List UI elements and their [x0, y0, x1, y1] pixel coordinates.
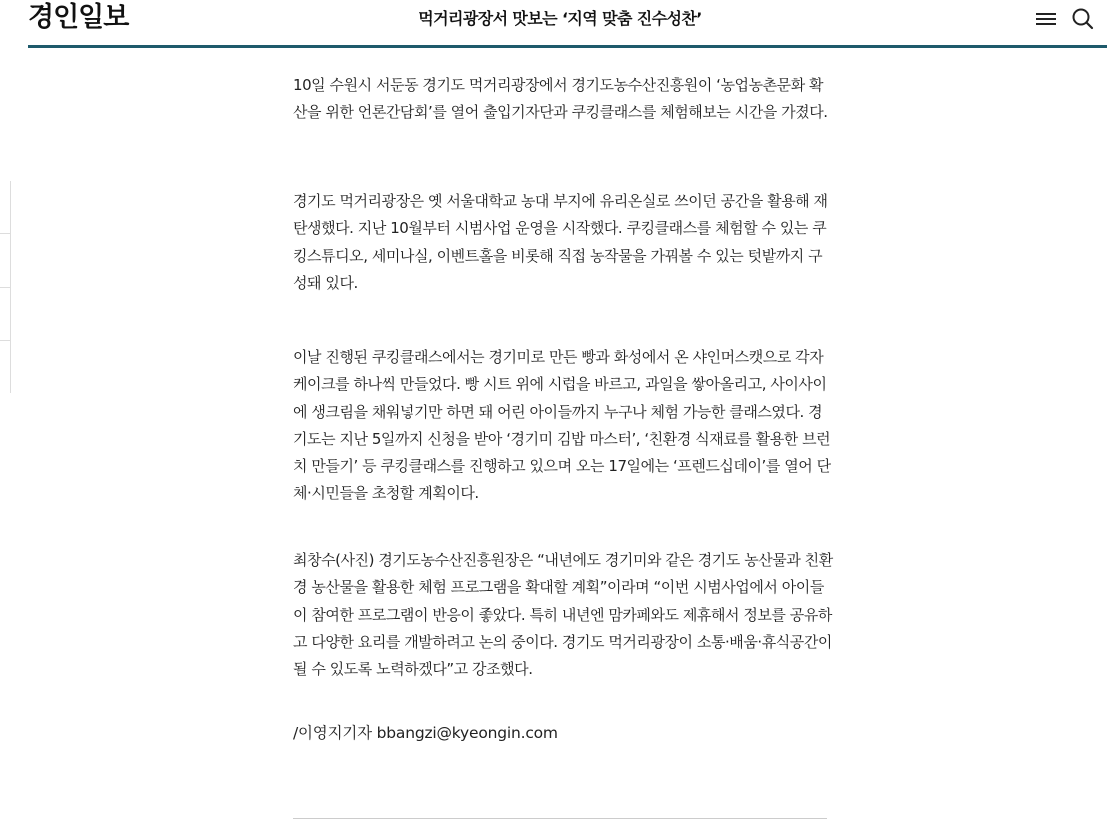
- hamburger-menu-icon[interactable]: [1033, 6, 1059, 32]
- article-bottom-divider: [293, 818, 827, 819]
- rail-divider: [0, 340, 10, 341]
- site-logo[interactable]: 경인일보: [28, 2, 129, 33]
- article-byline: /이영지기자 bbangzi@kyeongin.com: [293, 724, 558, 742]
- search-icon[interactable]: [1070, 6, 1096, 32]
- left-side-rail: [0, 181, 11, 393]
- article-paragraph-2: 경기도 먹거리광장은 옛 서울대학교 농대 부지에 유리온실로 쓰이던 공간을 활용해 재탄생했다. 지난 10월부터 시범사업 운영을 시작했다. 쿠킹클래스를 체험할 수 있는 쿠킹스튜디오, 세미나실, 이벤트홀을 비롯해 직접 농작물을 가꿔볼 수 있는 텃밭까지 구성돼 있다.: [293, 192, 828, 292]
- article-paragraph-3: 이날 진행된 쿠킹클래스에서는 경기미로 만든 빵과 화성에서 온 샤인머스캣으로 각자 케이크를 하나씩 만들었다. 빵 시트 위에 시럽을 바르고, 과일을 쌓아올리고, 사이사이에 생크림을 채워넣기만 하면 돼 어린 아이들까지 누구나 체험 가능한 클래스였다. 경기도는 지난 5일까지 신청을 받아 ‘경기미 김밥 마스터’, ‘친환경 식재료를 활용한 브런치 만들기’ 등 쿠킹클래스를 진행하고 있으며 오는 17일에는 ‘프렌드십데이’를 열어 단체·시민들을 초청할 계획이다.: [293, 348, 831, 503]
- article-paragraph-4: 최창수(사진) 경기도농수산진흥원장은 “내년에도 경기미와 같은 경기도 농산물과 친환경 농산물을 활용한 체험 프로그램을 확대할 계획”이라며 “이번 시범사업에서 아이들이 참여한 프로그램이 반응이 좋았다. 특히 내년엔 맘카페와도 제휴해서 정보를 공유하고 다양한 요리를 개발하려고 논의 중이다. 경기도 먹거리광장이 소통·배움·휴식공간이 될 수 있도록 노력하겠다”고 강조했다.: [293, 551, 833, 679]
- page-title: 먹거리광장서 맛보는 ‘지역 맞춤 진수성찬’: [418, 9, 702, 28]
- article-paragraph-1: 10일 수원시 서둔동 경기도 먹거리광장에서 경기도농수산진흥원이 ‘농업농촌문화 확산을 위한 언론간담회’를 열어 출입기자단과 쿠킹클래스를 체험해보는 시간을 가졌다.: [293, 76, 828, 122]
- rail-divider: [0, 233, 10, 234]
- site-header: [0, 0, 1107, 45]
- header-divider: [28, 45, 1107, 48]
- rail-divider: [0, 287, 10, 288]
